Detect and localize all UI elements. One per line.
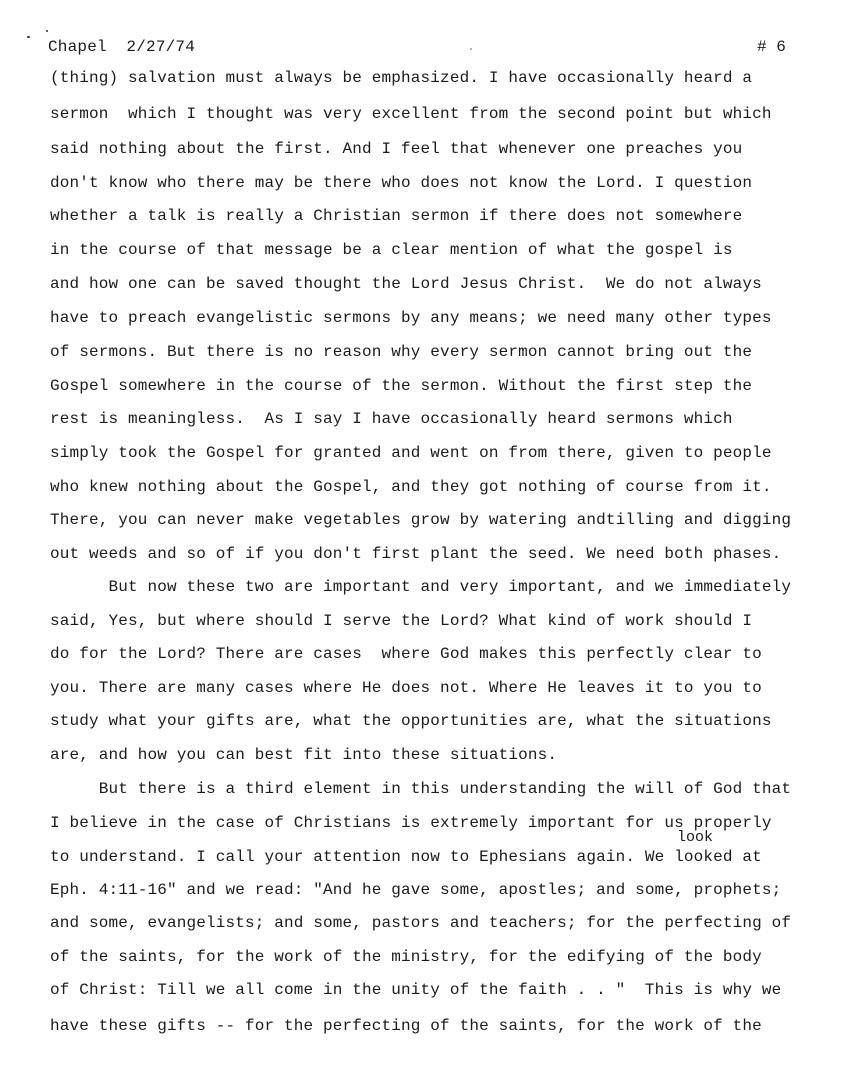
text-line: and how one can be saved thought the Lord Jesus Christ. We do not always: [50, 275, 762, 293]
text-line: who knew nothing about the Gospel, and they got nothing of course from it.: [50, 478, 772, 496]
text-line: don't know who there may be there who does not know the Lord. I question: [50, 174, 753, 192]
text-line: are, and how you can best fit into these situations.: [50, 746, 558, 764]
paragraph-start-line: But now these two are important and very important, and we immediately: [50, 578, 792, 596]
text-line: rest is meaningless. As I say I have occasionally heard sermons which: [50, 410, 733, 428]
text-line: whether a talk is really a Christian sermon if there does not somewhere: [50, 207, 743, 225]
text-line: and some, evangelists; and some, pastors and teachers; for the perfecting of: [50, 914, 792, 932]
text-line: Gospel somewhere in the course of the sermon. Without the first step the: [50, 377, 753, 395]
text-line: There, you can never make vegetables grow by watering andtilling and digging: [50, 511, 792, 529]
text-line: have to preach evangelistic sermons by any means; we need many other types: [50, 309, 772, 327]
text-line: you. There are many cases where He does not. Where He leaves it to you to: [50, 679, 762, 697]
text-line: to understand. I call your attention now to Ephesians again. We looked at: [50, 848, 762, 866]
handwritten-insertion: look: [677, 829, 714, 846]
text-line: (thing) salvation must always be emphasized. I have occasionally heard a: [50, 69, 753, 87]
text-line: in the course of that message be a clear mention of what the gospel is: [50, 241, 733, 259]
ink-speck: [27, 36, 30, 38]
text-line: have these gifts -- for the perfecting of the saints, for the work of the: [50, 1017, 762, 1035]
text-line: of sermons. But there is no reason why every sermon cannot bring out the: [50, 343, 753, 361]
text-line: I believe in the case of Christians is extremely important for us properly: [50, 814, 772, 832]
text-line: said, Yes, but where should I serve the Lord? What kind of work should I: [50, 612, 753, 630]
ink-speck: [470, 48, 472, 50]
text-line: of the saints, for the work of the ministry, for the edifying of the body: [50, 948, 762, 966]
text-line: sermon which I thought was very excellent from the second point but which: [50, 105, 772, 123]
page-number: # 6: [757, 38, 786, 56]
text-line: do for the Lord? There are cases where God makes this perfectly clear to: [50, 645, 762, 663]
text-line: out weeds and so of if you don't first plant the seed. We need both phases.: [50, 545, 782, 563]
text-line: Eph. 4:11-16" and we read: "And he gave some, apostles; and some, prophets;: [50, 881, 782, 899]
header-chapel-date: Chapel 2/27/74: [48, 38, 196, 56]
ink-speck: [46, 30, 48, 32]
text-line: said nothing about the first. And I feel that whenever one preaches you: [50, 140, 743, 158]
paragraph-start-line: But there is a third element in this understanding the will of God that: [50, 780, 792, 798]
text-line: of Christ: Till we all come in the unity of the faith . . " This is why we: [50, 981, 782, 999]
text-line: simply took the Gospel for granted and went on from there, given to people: [50, 444, 772, 462]
text-line: study what your gifts are, what the opportunities are, what the situations: [50, 712, 772, 730]
